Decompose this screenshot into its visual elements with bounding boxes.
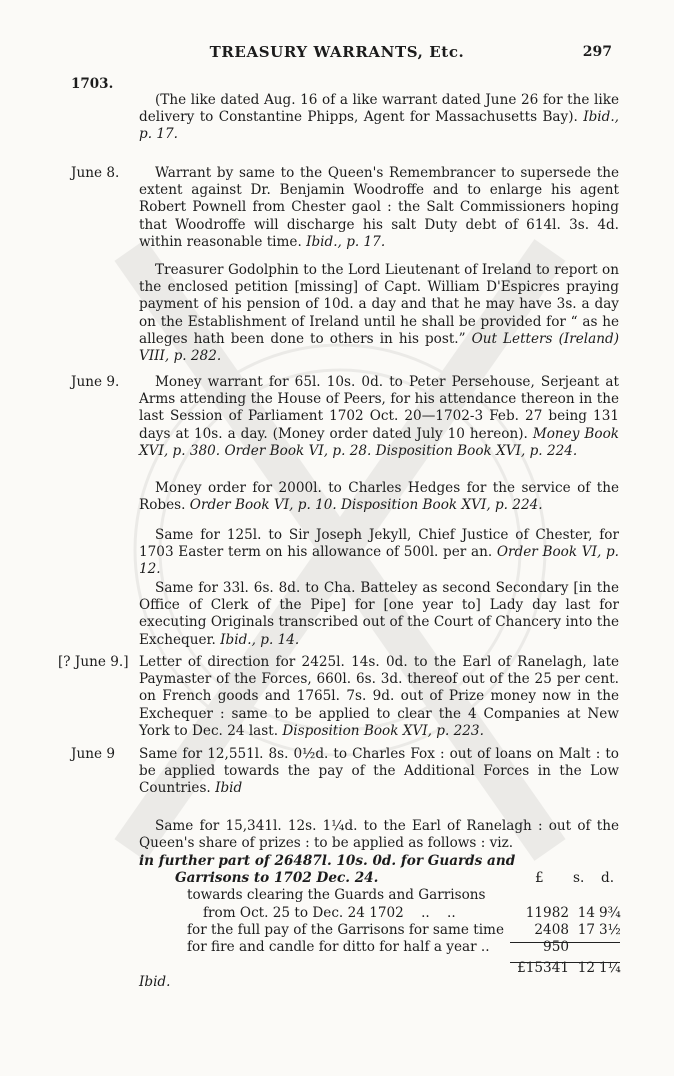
- total-pence: 1¼: [599, 960, 621, 977]
- entry-reference: Ibid: [215, 780, 243, 797]
- entry-persehouse-warrant: [139, 374, 619, 460]
- total-shillings: 12: [577, 960, 595, 977]
- subtotal-rule: [510, 942, 620, 943]
- entry-date: June 9.: [71, 374, 120, 390]
- entry-phipps-delivery: [139, 92, 619, 144]
- table-heading: in further part of 26487l. 10s. 0d. for Guards and: [139, 853, 516, 869]
- table-heading-row: [139, 870, 619, 887]
- entry-date: June 8.: [71, 165, 120, 181]
- table-row: [139, 922, 619, 939]
- entry-reference: Disposition Book XVI, p. 223.: [282, 722, 484, 739]
- column-header-pounds: £: [535, 870, 544, 887]
- row-pence: 3½: [599, 921, 621, 938]
- row-shillings: 14: [577, 904, 595, 921]
- row-pounds: 950: [543, 938, 569, 955]
- year-marker: 1703.: [71, 76, 114, 92]
- table-heading-row: [139, 853, 619, 870]
- column-header-shillings: s.: [573, 870, 585, 887]
- entry-reference: Money Book XVI, p. 380. Order Book VI, p. 28. Disposition Book XVI, p. 224.: [139, 425, 619, 459]
- row-description: for the full pay of the Garrisons for same time: [187, 921, 504, 938]
- row-description: for fire and candle for ditto for half a year ..: [187, 938, 490, 955]
- entry-text: Money warrant for 65l. 10s. 0d. to Peter Persehouse, Serjeant at Arms attending the House of Peers, for his attendance thereon in the last Session of Parliament 1702 Oct. 20—1702-3 Feb. 27 being 131 days at 10s. a day. (Money order dated July 10 hereon).: [139, 374, 619, 442]
- entry-text: Same for 12,551l. 8s. 0½d. to Charles Fox : out of loans on Malt : to be applied towards the pay of the Additional Forces in the Low Countries.: [139, 746, 619, 797]
- closing-reference: Ibid.: [139, 974, 171, 990]
- entry-date: [? June 9.]: [58, 654, 129, 670]
- total-pounds: £15341: [517, 960, 569, 977]
- running-header-title: TREASURY WARRANTS, Etc.: [209, 43, 465, 61]
- entry-godolphin-letter: [139, 262, 619, 365]
- entry-ranelagh-prizes: [139, 818, 619, 852]
- entry-reference: Out Letters (Ireland) VIII, p. 282.: [139, 330, 619, 365]
- entry-fox-order: [139, 746, 619, 798]
- entry-date: June 9: [71, 746, 115, 762]
- entry-reference: Ibid., p. 17.: [306, 233, 386, 250]
- page-number: 297: [582, 44, 612, 60]
- entry-text: Treasurer Godolphin to the Lord Lieutenant of Ireland to report on the enclosed petition [missing] of Capt. William D'Espicres praying payment of his pension of 10d. a day and that he may have 3s. a day on the Establishment of Ireland until he shall be provided for “ as he alleges hath been done to others in his post.”: [139, 262, 619, 347]
- entry-ranelagh-direction: [139, 654, 619, 740]
- row-description: towards clearing the Guards and Garrisons: [187, 887, 486, 904]
- entry-text: Same for 15,341l. 12s. 1¼d. to the Earl of Ranelagh : out of the Queen's share of prizes : to be applied as follows : viz.: [139, 818, 619, 852]
- entry-text: Warrant by same to the Queen's Remembrancer to supersede the extent against Dr. Benjamin Woodroffe and to enlarge his agent Robert Pownell from Chester gaol : the Salt Commissioners hoping that Woodroffe will discharge his salt Duty debt of 614l. 3s. 4d. within reasonable time.: [139, 165, 619, 250]
- total-rule: [510, 962, 620, 963]
- entry-reference: Order Book VI, p. 10. Disposition Book XVI, p. 224.: [189, 497, 543, 514]
- entry-text: Same for 33l. 6s. 8d. to Cha. Batteley as second Secondary [in the Office of Clerk of the Pipe] for [one year to] Lady day last for executing Originals transcribed out of the Court of Chancery into the Exchequer.: [139, 580, 619, 648]
- table-row: [139, 905, 619, 922]
- table-row: [139, 887, 619, 904]
- entry-text: Same for 125l. to Sir Joseph Jekyll, Chief Justice of Chester, for 1703 Easter term on his allowance of 500l. per an.: [139, 527, 619, 561]
- column-header-pence: d.: [601, 870, 615, 887]
- entry-text: Money order for 2000l. to Charles Hedges for the service of the Robes.: [139, 480, 619, 514]
- entry-woodroffe-warrant: [139, 165, 619, 251]
- row-pounds: 2408: [534, 921, 569, 938]
- entry-hedges-order: [139, 480, 619, 514]
- entry-text: (The like dated Aug. 16 of a like warrant dated June 26 for the like delivery to Constantine Phipps, Agent for Massachusetts Bay).: [139, 92, 619, 126]
- entry-batteley-order: [139, 580, 619, 649]
- entry-reference: Ibid., p. 17.: [139, 109, 619, 143]
- row-description-continued: from Oct. 25 to Dec. 24 1702 .. ..: [203, 904, 456, 921]
- row-shillings: 17: [577, 921, 595, 938]
- payment-breakdown-table: [139, 853, 619, 977]
- row-pence: 9¾: [599, 904, 621, 921]
- entry-text: Letter of direction for 2425l. 14s. 0d. to the Earl of Ranelagh, late Paymaster of the Forces, 660l. 6s. 3d. thereof out of the 25 per cent. on French goods and 1765l. 7s. 9d. out of Prize money now in the Exchequer : same to be applied to clear the 4 Companies at New York to Dec. 24 last.: [139, 654, 619, 739]
- row-pounds: 11982: [525, 904, 569, 921]
- entry-reference: Ibid., p. 14.: [220, 631, 300, 648]
- entry-jekyll-order: [139, 527, 619, 579]
- entry-reference: Order Book VI, p. 12.: [139, 544, 619, 578]
- table-heading-continued: Garrisons to 1702 Dec. 24.: [175, 870, 379, 887]
